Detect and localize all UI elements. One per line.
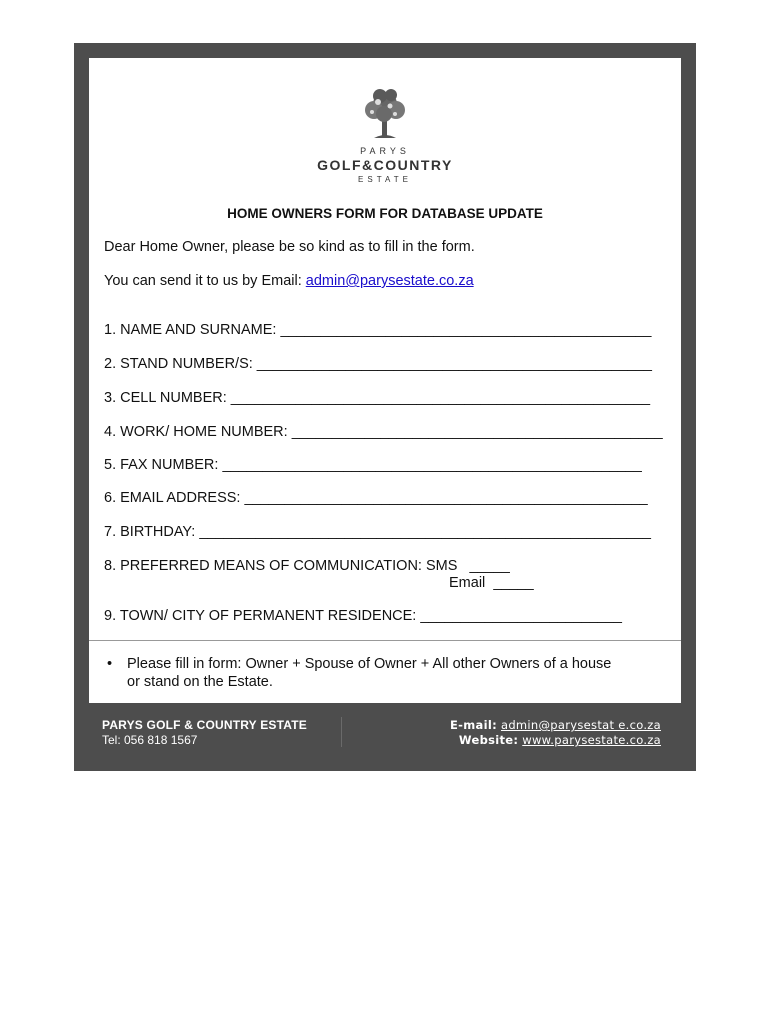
logo-line-parys: PARYS: [360, 146, 410, 156]
field-work-home-number[interactable]: 4. WORK/ HOME NUMBER: ______________________________________________: [104, 424, 663, 440]
tree-icon: [360, 86, 410, 144]
field-fax-number[interactable]: 5. FAX NUMBER: ____________________________________________________: [104, 457, 642, 473]
footer-email-link[interactable]: admin@parysestat e.co.za: [500, 718, 661, 732]
field-communication-sms[interactable]: 8. PREFERRED MEANS OF COMMUNICATION: SMS _____: [104, 558, 510, 574]
field-communication-email[interactable]: Email _____: [449, 575, 534, 591]
footer-website-link[interactable]: www.parysestate.co.za: [522, 733, 661, 747]
send-prefix: You can send it to us by Email:: [104, 273, 306, 289]
field-name-surname[interactable]: 1. NAME AND SURNAME: ______________________________________________: [104, 322, 652, 338]
footer-links: [450, 718, 661, 748]
note-item: [107, 655, 627, 691]
intro-text: Dear Home Owner, please be so kind as to fill in the form.: [104, 239, 475, 255]
field-birthday[interactable]: 7. BIRTHDAY: ________________________________________________________: [104, 524, 651, 540]
footer-contact: [102, 718, 307, 748]
form-title: HOME OWNERS FORM FOR DATABASE UPDATE: [227, 206, 543, 221]
notes-panel: [89, 641, 681, 703]
footer-email-label: E-mail:: [450, 718, 497, 732]
logo-line-golf-country: GOLF&COUNTRY: [317, 157, 453, 173]
footer-divider: [341, 717, 342, 747]
note-text: Please fill in form: Owner + Spouse of Owner + All other Owners of a house or stand on the Estate.: [127, 656, 612, 690]
field-town-city[interactable]: 9. TOWN/ CITY OF PERMANENT RESIDENCE: _________________________: [104, 608, 622, 624]
email-link[interactable]: admin@parysestate.co.za: [305, 273, 474, 289]
field-email-address[interactable]: 6. EMAIL ADDRESS: __________________________________________________: [104, 490, 648, 506]
logo-line-estate: ESTATE: [358, 175, 412, 184]
field-stand-number[interactable]: 2. STAND NUMBER/S: _________________________________________________: [104, 356, 652, 372]
estate-logo: [305, 86, 465, 184]
field-cell-number[interactable]: 3. CELL NUMBER: ____________________________________________________: [104, 390, 651, 406]
footer-website-label: Website:: [458, 733, 519, 747]
send-instruction: [104, 273, 474, 289]
footer-tel: Tel: 056 818 1567: [102, 733, 198, 747]
footer: [89, 703, 681, 758]
footer-estate-name: PARYS GOLF & COUNTRY ESTATE: [102, 718, 307, 732]
bullet-icon: •: [107, 656, 113, 672]
